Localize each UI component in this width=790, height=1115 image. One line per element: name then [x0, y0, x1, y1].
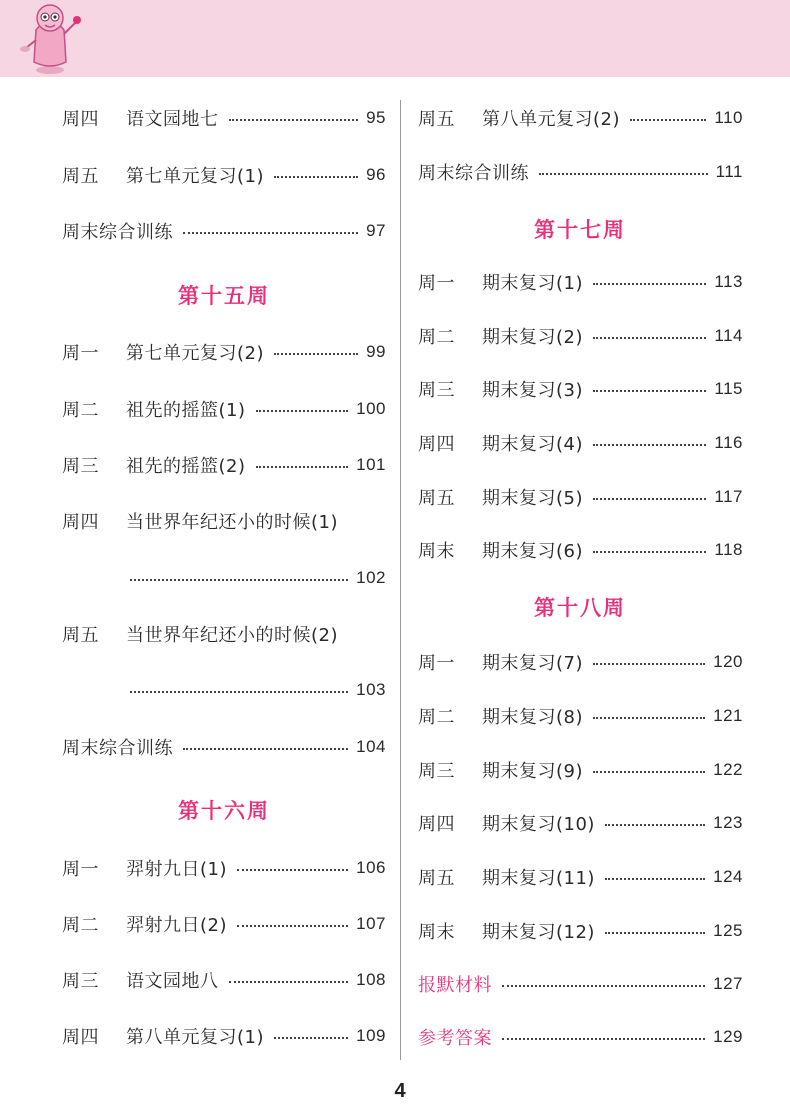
entry-title: 期末复习(12): [482, 922, 595, 943]
entry-title: 第七单元复习(1): [126, 166, 264, 187]
entry-title: 第八单元复习(2): [482, 109, 620, 130]
toc-entry-page-line[interactable]: [120, 675, 386, 705]
day-label: 周三: [418, 761, 455, 782]
dot-leader: [274, 353, 358, 355]
dot-leader: [502, 1038, 705, 1040]
toc-entry-page-line[interactable]: [120, 563, 386, 593]
toc-entry[interactable]: [62, 965, 386, 995]
page-number: 109: [356, 1026, 386, 1045]
entry-title: 羿射九日(2): [126, 915, 227, 936]
day-label: 周末: [418, 541, 455, 562]
week-heading-18: 第十八周: [534, 596, 626, 620]
dot-leader: [274, 176, 358, 178]
page-number: 106: [356, 858, 386, 877]
toc-entry[interactable]: [62, 1021, 386, 1051]
entry-title: 第七单元复习(2): [126, 343, 264, 364]
entry-title: 期末复习(10): [482, 814, 595, 835]
toc-entry[interactable]: [62, 337, 386, 367]
day-label: 周二: [418, 707, 455, 728]
day-label: 周一: [418, 273, 455, 294]
entry-title: 第八单元复习(1): [126, 1027, 264, 1048]
day-label: 周五: [62, 166, 99, 187]
page-number: 101: [356, 455, 386, 474]
week-heading-16: 第十六周: [178, 799, 270, 823]
dot-leader: [229, 981, 349, 983]
day-label: 周二: [62, 400, 99, 421]
dot-leader: [183, 748, 348, 750]
entry-title: 报默材料: [418, 975, 492, 996]
page-number: 103: [356, 680, 386, 699]
dot-leader: [183, 232, 358, 234]
page-number: 100: [356, 399, 386, 418]
page-number: 129: [713, 1027, 743, 1046]
page-number: 108: [356, 970, 386, 989]
dot-leader: [256, 410, 349, 412]
day-label: 周三: [62, 971, 99, 992]
day-label: 周一: [62, 859, 99, 880]
page-number: 115: [714, 379, 743, 398]
toc-entry[interactable]: [418, 482, 743, 512]
entry-title: 祖先的摇篮(2): [126, 456, 246, 477]
page-number: 104: [356, 737, 386, 756]
day-label: 周五: [418, 109, 455, 130]
entry-title: 期末复习(11): [482, 868, 595, 889]
toc-entry[interactable]: [62, 394, 386, 424]
toc-entry[interactable]: [418, 535, 743, 565]
toc-entry[interactable]: [418, 808, 743, 838]
toc-entry[interactable]: [62, 853, 386, 883]
entry-title: 期末复习(1): [482, 273, 583, 294]
day-label: 周末: [418, 922, 455, 943]
toc-entry[interactable]: [418, 647, 743, 677]
entry-title: 期末复习(2): [482, 327, 583, 348]
day-label: 周一: [62, 343, 99, 364]
page-number: 113: [714, 272, 743, 291]
entry-title: 语文园地八: [126, 971, 219, 992]
entry-title: 期末复习(9): [482, 761, 583, 782]
week-heading-17: 第十七周: [534, 218, 626, 242]
entry-title: 周末综合训练: [62, 222, 173, 243]
toc-entry[interactable]: [418, 157, 743, 187]
toc-entry-title-line[interactable]: [62, 506, 386, 536]
week-heading-15: 第十五周: [178, 284, 270, 308]
dot-leader: [274, 1037, 348, 1039]
dot-leader: [593, 390, 706, 392]
dot-leader: [130, 691, 348, 693]
page-number: 96: [366, 165, 386, 184]
toc-entry[interactable]: [418, 267, 743, 297]
page-number: 127: [713, 974, 743, 993]
dot-leader: [237, 869, 348, 871]
day-label: 周四: [62, 512, 99, 533]
toc-entry[interactable]: [418, 321, 743, 351]
day-label: 周三: [418, 380, 455, 401]
day-label: 周四: [418, 814, 455, 835]
dot-leader: [502, 985, 705, 987]
header-band: [0, 0, 790, 77]
entry-title: 当世界年纪还小的时候(1): [126, 512, 338, 533]
dot-leader: [593, 717, 705, 719]
page-number: 125: [713, 921, 743, 940]
dot-leader: [539, 173, 708, 175]
entry-title: 期末复习(3): [482, 380, 583, 401]
toc-entry[interactable]: [62, 450, 386, 480]
page-number: 117: [714, 487, 743, 506]
entry-title: 期末复习(6): [482, 541, 583, 562]
entry-title: 羿射九日(1): [126, 859, 227, 880]
dot-leader: [593, 337, 706, 339]
toc-entry[interactable]: [62, 732, 386, 762]
page-number: 107: [356, 914, 386, 933]
day-label: 周二: [62, 915, 99, 936]
page-number: 122: [713, 760, 743, 779]
dot-leader: [605, 878, 705, 880]
dot-leader: [630, 119, 706, 121]
page-number: 123: [713, 813, 743, 832]
page-number: 99: [366, 342, 386, 361]
dot-leader: [593, 444, 706, 446]
day-label: 周三: [62, 456, 99, 477]
cartoon-mascot-icon: [14, 0, 86, 77]
column-divider: [400, 100, 401, 1060]
page-number: 124: [713, 867, 743, 886]
dot-leader: [256, 466, 349, 468]
dot-leader: [593, 283, 706, 285]
page-number: 120: [713, 652, 743, 671]
dot-leader: [593, 663, 705, 665]
toc-entry[interactable]: [62, 909, 386, 939]
toc-entry[interactable]: [418, 701, 743, 731]
entry-title: 参考答案: [418, 1028, 492, 1049]
toc-entry-special[interactable]: [418, 1022, 743, 1052]
entry-title: 周末综合训练: [62, 738, 173, 759]
entry-title: 当世界年纪还小的时候(2): [126, 625, 338, 646]
dot-leader: [229, 119, 359, 121]
entry-title: 期末复习(7): [482, 653, 583, 674]
day-label: 周五: [62, 625, 99, 646]
day-label: 周四: [62, 109, 99, 130]
toc-entry[interactable]: [418, 374, 743, 404]
toc-entry[interactable]: [418, 916, 743, 946]
day-label: 周五: [418, 868, 455, 889]
toc-entry[interactable]: [418, 755, 743, 785]
toc-entry[interactable]: [418, 428, 743, 458]
page-number: 102: [356, 568, 386, 587]
dot-leader: [593, 771, 705, 773]
toc-entry-special[interactable]: [418, 969, 743, 999]
dot-leader: [605, 824, 705, 826]
day-label: 周五: [418, 488, 455, 509]
toc-entry-title-line[interactable]: [62, 619, 386, 649]
day-label: 周四: [62, 1027, 99, 1048]
day-label: 周四: [418, 434, 455, 455]
page-number: 97: [366, 221, 386, 240]
entry-title: 周末综合训练: [418, 163, 529, 184]
day-label: 周二: [418, 327, 455, 348]
toc-entry[interactable]: [62, 103, 386, 133]
dot-leader: [237, 925, 348, 927]
entry-title: 语文园地七: [126, 109, 219, 130]
page-number: 116: [714, 433, 743, 452]
toc-entry[interactable]: [62, 160, 386, 190]
entry-title: 祖先的摇篮(1): [126, 400, 246, 421]
entry-title: 期末复习(8): [482, 707, 583, 728]
dot-leader: [593, 498, 706, 500]
page-number: 111: [715, 162, 743, 181]
page-number: 95: [366, 108, 386, 127]
page-number: 110: [714, 108, 743, 127]
page-number: 118: [714, 540, 743, 559]
day-label: 周一: [418, 653, 455, 674]
dot-leader: [593, 551, 706, 553]
footer-page-number: 4: [394, 1080, 406, 1102]
page-number: 121: [713, 706, 743, 725]
dot-leader: [605, 932, 705, 934]
dot-leader: [130, 579, 348, 581]
toc-entry[interactable]: [418, 862, 743, 892]
entry-title: 期末复习(4): [482, 434, 583, 455]
page-number: 114: [714, 326, 743, 345]
toc-entry[interactable]: [62, 216, 386, 246]
entry-title: 期末复习(5): [482, 488, 583, 509]
toc-entry[interactable]: [418, 103, 743, 133]
